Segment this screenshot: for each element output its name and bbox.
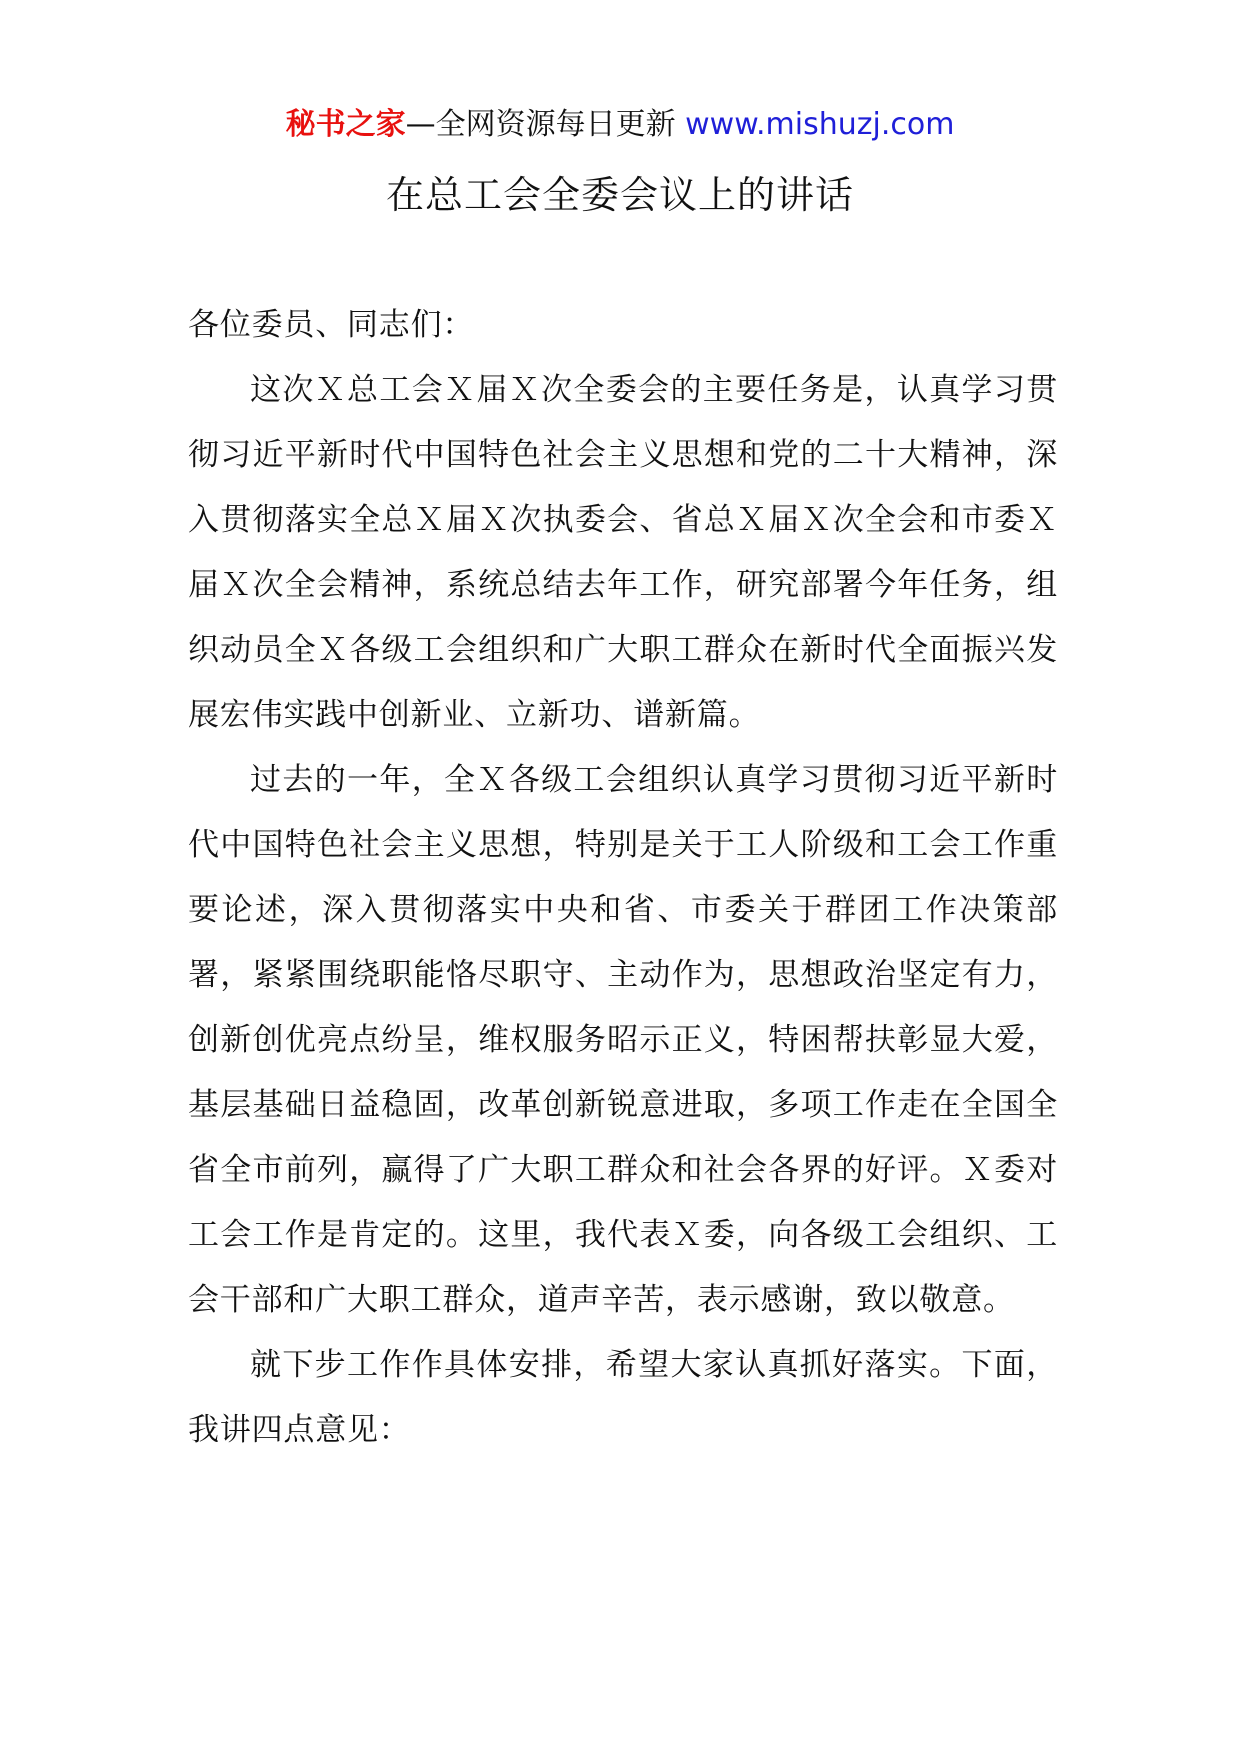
site-banner [0,100,1240,150]
paragraph-1: 这次Ｘ总工会Ｘ届Ｘ次全委会的主要任务是，认真学习贯彻习近平新时代中国特色社会主义思想和党的二十大精神，深入贯彻落实全总Ｘ届Ｘ次执委会、省总Ｘ届Ｘ次全会和市委Ｘ届Ｘ次全会精神，系统总结去年工作，研究部署今年任务，组织动员全Ｘ各级工会组织和广大职工群众在新时代全面振兴发展宏伟实践中创新业、立新功、谱新篇。 [188,372,1058,733]
salutation: 各位委员、同志们： [188,307,475,343]
paragraph-2: 过去的一年，全Ｘ各级工会组织认真学习贯彻习近平新时代中国特色社会主义思想，特别是关于工人阶级和工会工作重要论述，深入贯彻落实中央和省、市委关于群团工作决策部署，紧紧围绕职能恪尽职守、主动作为，思想政治坚定有力，创新创优亮点纷呈，维权服务昭示正义，特困帮扶彰显大爱，基层基础日益稳固，改革创新锐意进取，多项工作走在全国全省全市前列，赢得了广大职工群众和社会各界的好评。Ｘ委对工会工作是肯定的。这里，我代表Ｘ委，向各级工会组织、工会干部和广大职工群众，道声辛苦，表示感谢，致以敬意。 [188,762,1058,1318]
paragraph-3: 就下步工作作具体安排，希望大家认真抓好落实。下面，我讲四点意见： [188,1347,1058,1448]
site-url-link[interactable]: www.mishuzj.com [685,107,955,142]
banner-tagline: —全网资源每日更新 [405,107,686,142]
document-body [188,293,1058,1463]
document-title: 在总工会全委会议上的讲话 [385,173,854,217]
brand-name: 秘书之家 [285,107,406,142]
